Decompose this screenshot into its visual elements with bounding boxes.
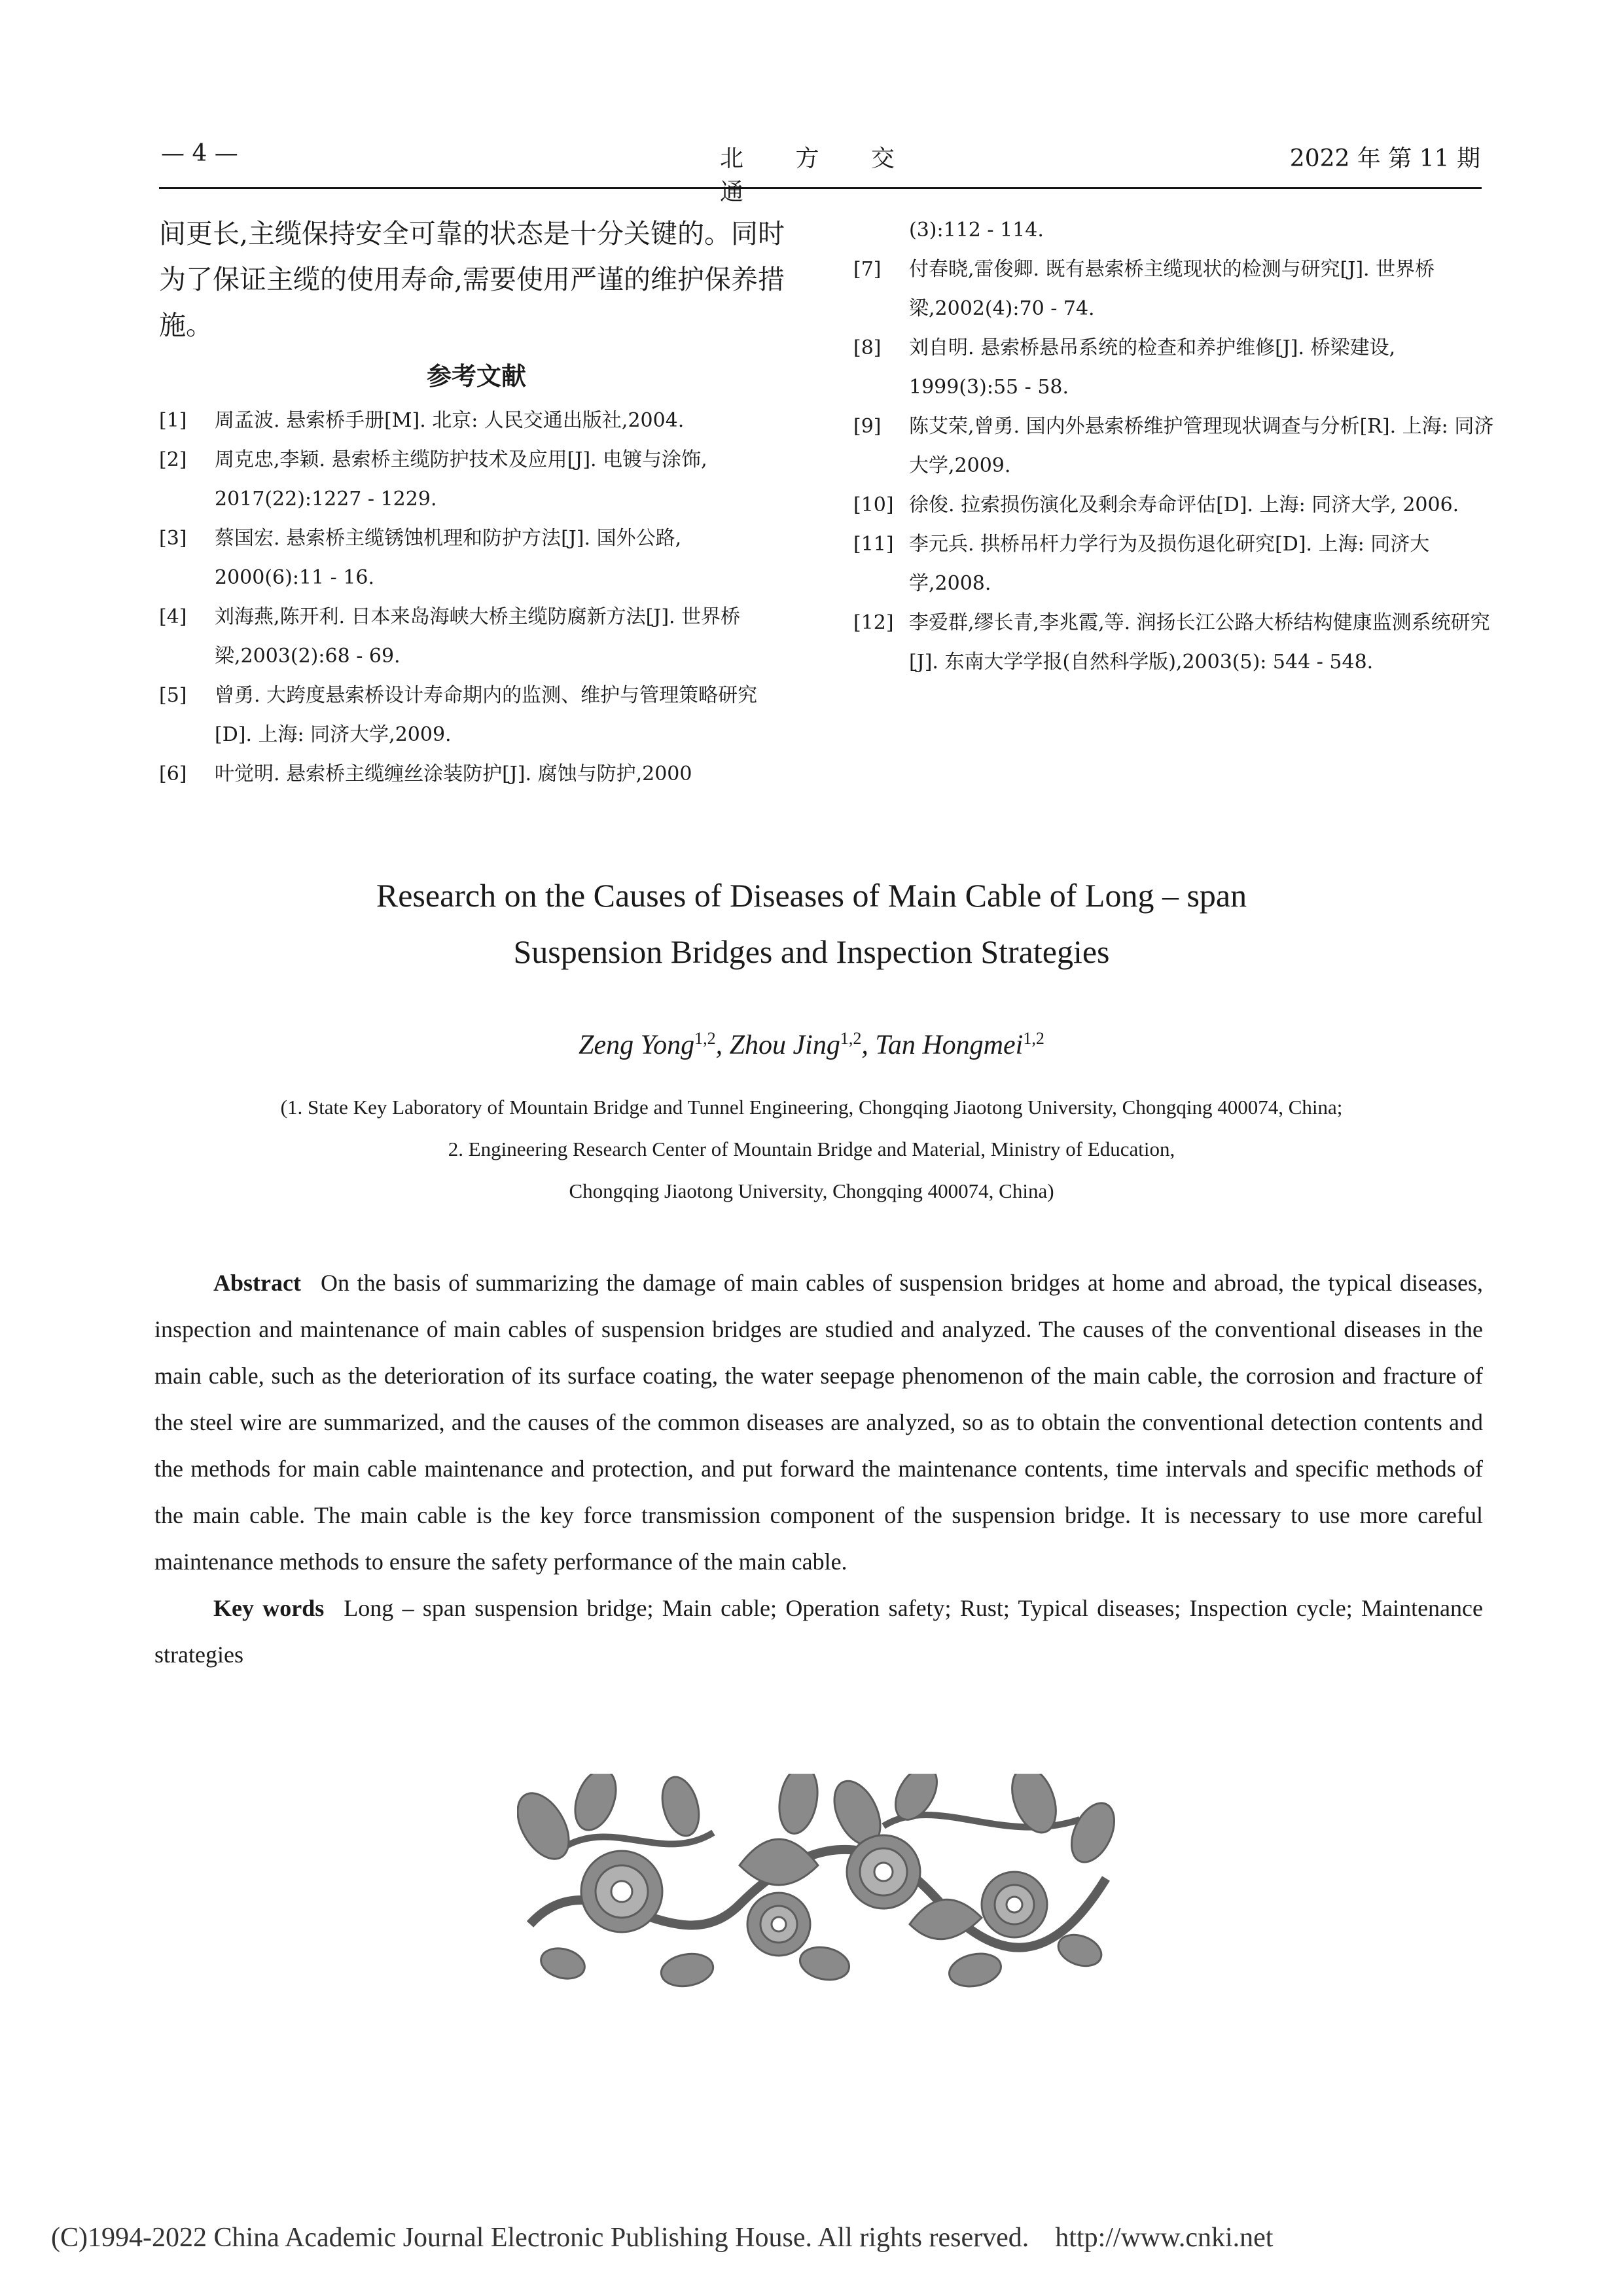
footer [51,2222,1273,2253]
reference-item [159,440,794,519]
reference-text: 叶觉明. 悬索桥主缆缠丝涂装防护[J]. 腐蚀与防护,2000 [215,762,692,785]
reference-item [853,486,1495,525]
keywords-text: Long – span suspension bridge; Main cable; Operation safety; Rust; Typical diseases; Inspection cycle; Maintenance strategies [154,1595,1483,1668]
reference-text: 刘自明. 悬索桥悬吊系统的检查和养护维修[J]. 桥梁建设, 1999(3):55 - 58. [909,336,1396,399]
author-separator: , [861,1030,868,1060]
reference-item [159,519,794,598]
reference-text: 徐俊. 拉索损伤演化及剩余寿命评估[D]. 上海: 同济大学, 2006. [909,493,1459,516]
affiliation-line: 2. Engineering Research Center of Mountain Bridge and Material, Ministry of Education, [448,1138,1175,1160]
reference-continuation [853,211,1495,250]
reference-number: [1] [159,409,187,432]
author-affiliation-mark: 1,2 [1023,1029,1044,1048]
reference-text: 李爱群,缪长青,李兆霞,等. 润扬长江公路大桥结构健康监测系统研究[J]. 东南大学学报(自然科学版),2003(5): 544 - 548. [909,611,1490,673]
reference-text: 刘海燕,陈开利. 日本来岛海峡大桥主缆防腐新方法[J]. 世界桥梁,2003(2):68 - 69. [215,605,741,668]
author-name: Zeng Yong [579,1030,695,1060]
reference-item [159,676,794,755]
reference-item [853,525,1495,603]
keywords-paragraph [154,1585,1483,1678]
author-name: Zhou Jing [729,1030,840,1060]
reference-item [853,603,1495,682]
references-list-right [853,250,1495,682]
right-column [853,211,1495,682]
reference-number: [4] [159,605,187,628]
reference-item [159,755,794,794]
reference-number: [12] [853,611,894,634]
reference-text: 蔡国宏. 悬索桥主缆锈蚀机理和防护方法[J]. 国外公路, 2000(6):11 - 16. [215,527,682,589]
english-title-line: Suspension Bridges and Inspection Strategies [513,933,1110,970]
reference-number: [5] [159,684,187,707]
affiliation-line: (1. State Key Laboratory of Mountain Bridge and Tunnel Engineering, Chongqing Jiaotong University, Chongqing 400074, China; [280,1096,1343,1119]
abstract-text: On the basis of summarizing the damage of main cables of suspension bridges at home and abroad, the typical diseases, inspection and maintenance of main cables of suspension bridges are studied and analyzed. The causes of the conventional diseases in the main cable, such as the deterioration of its surface coating, the water seepage phenomenon of the main cable, the corrosion and fracture of the steel wire are summarized, and the causes of the common diseases are analyzed, so as to obtain the conventional detection contents and the methods for main cable maintenance and protection, and put forward the maintenance contents, time intervals and specific methods of the main cable. The main cable is the key force transmission component of the suspension bridge. It is necessary to use more careful maintenance methods to ensure the safety performance of the main cable. [154,1270,1483,1575]
reference-text: 曾勇. 大跨度悬索桥设计寿命期内的监测、维护与管理策略研究[D]. 上海: 同济大学,2009. [215,684,758,746]
author-affiliation-mark: 1,2 [694,1029,716,1048]
page-number: — 4 — [161,140,238,167]
journal-name: 北 方 交 通 [720,145,917,206]
english-title [0,867,1623,980]
reference-text: (3):112 - 114. [909,219,1044,242]
references-list-left [159,401,794,794]
reference-item [853,407,1495,486]
affiliation-line: Chongqing Jiaotong University, Chongqing 400074, China) [569,1179,1054,1202]
references-title: 参考文献 [426,362,526,391]
reference-text: 李元兵. 拱桥吊杆力学行为及损伤退化研究[D]. 上海: 同济大学,2008. [909,533,1430,595]
reference-item [159,598,794,676]
author-separator: , [715,1030,723,1060]
body-paragraph: 间更长,主缆保持安全可靠的状态是十分关键的。同时为了保证主缆的使用寿命,需要使用严谨的维护保养措施。 [159,218,785,341]
issue-label: 2022 年 第 11 期 [1289,145,1480,172]
reference-number: [7] [853,258,882,281]
header-rule [159,187,1482,189]
keywords-label: Key words [213,1595,325,1621]
reference-text: 周克忠,李颖. 悬索桥主缆防护技术及应用[J]. 电镀与涂饰, 2017(22):1227 - 1229. [215,448,707,511]
english-title-line: Research on the Causes of Diseases of Main Cable of Long – span [376,877,1247,914]
author-affiliation-mark: 1,2 [840,1029,862,1048]
left-column [159,211,794,794]
reference-number: [11] [853,533,894,556]
reference-text: 陈艾荣,曾勇. 国内外悬索桥维护管理现状调查与分析[R]. 上海: 同济大学,2009. [909,415,1494,477]
author-name: Tan Hongmei [875,1030,1024,1060]
reference-item [159,401,794,440]
floral-ornament-icon [517,1774,1119,1990]
reference-number: [8] [853,336,882,359]
reference-number: [9] [853,415,882,438]
reference-text: 周孟波. 悬索桥手册[M]. 北京: 人民交通出版社,2004. [215,409,685,432]
abstract-paragraph [154,1260,1483,1585]
abstract-section [154,1260,1483,1678]
author-list [0,1029,1623,1061]
reference-number: [3] [159,527,187,550]
reference-item [853,329,1495,407]
footer-url[interactable]: http://www.cnki.net [1055,2223,1274,2253]
copyright-notice: (C)1994-2022 China Academic Journal Electronic Publishing House. All rights reserved. [51,2223,1029,2253]
affiliations [0,1086,1623,1212]
reference-number: [6] [159,762,187,785]
reference-item [853,250,1495,329]
reference-number: [10] [853,493,894,516]
reference-text: 付春晓,雷俊卿. 既有悬索桥主缆现状的检测与研究[J]. 世界桥梁,2002(4):70 - 74. [909,258,1435,320]
reference-number: [2] [159,448,187,471]
abstract-label: Abstract [213,1270,301,1296]
